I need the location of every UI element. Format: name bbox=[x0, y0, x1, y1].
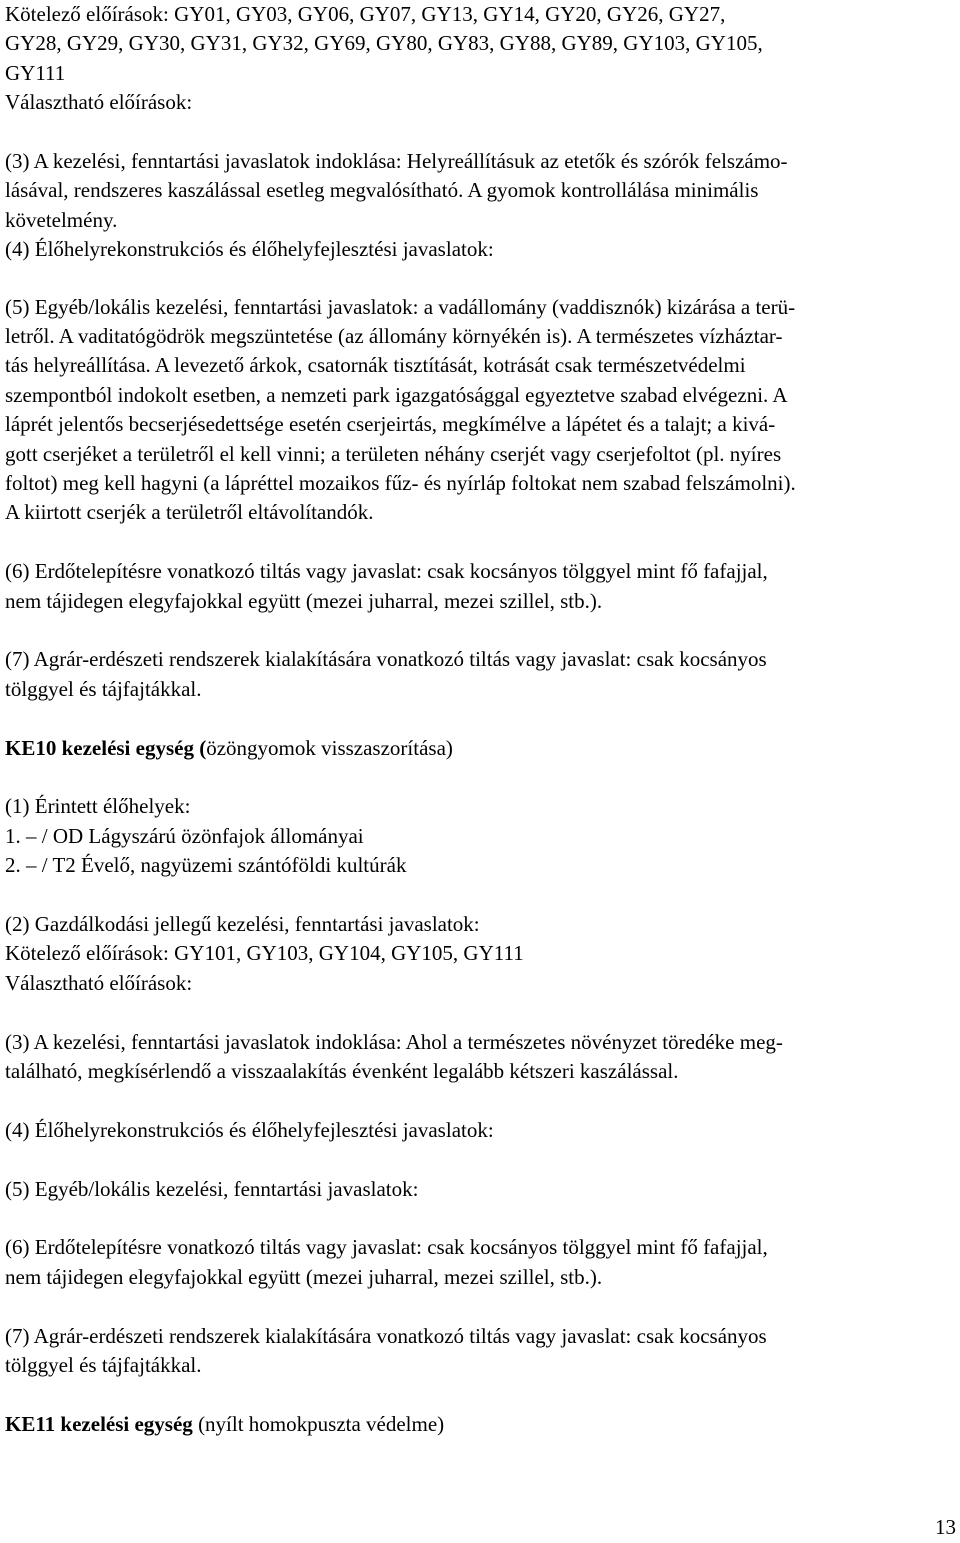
paragraph-gap bbox=[5, 528, 925, 557]
text-line: (3) A kezelési, fenntartási javaslatok indoklása: Helyreállításuk az etetők és szórók felszámo- bbox=[5, 149, 788, 174]
heading-bold: KE11 kezelési egység bbox=[5, 1411, 193, 1436]
text-line: tölggyel és tájfajtákkal. bbox=[5, 676, 202, 701]
paragraph bbox=[5, 0, 925, 118]
text-line: letről. A vaditatógödrök megszüntetése (az állomány környékén is). A természetes vízháztar- bbox=[5, 323, 783, 348]
text-line: (6) Erdőtelepítésre vonatkozó tiltás vagy javaslat: csak kocsányos tölggyel mint fő fafajjal, bbox=[5, 559, 768, 584]
text-line: Kötelező előírások: GY01, GY03, GY06, GY07, GY13, GY14, GY20, GY26, GY27, bbox=[5, 2, 726, 26]
paragraph bbox=[5, 1322, 925, 1381]
text-line: (5) Egyéb/lokális kezelési, fenntartási javaslatok: a vadállomány (vaddisznók) kizárása a terü- bbox=[5, 294, 796, 319]
text-line: (3) A kezelési, fenntartási javaslatok indoklása: Ahol a természetes növényzet töredéke meg- bbox=[5, 1029, 783, 1054]
text-line: 2. – / T2 Évelő, nagyüzemi szántóföldi kultúrák bbox=[5, 853, 407, 878]
paragraph-gap bbox=[5, 1292, 925, 1321]
text-line: láprét jelentős becserjésedettsége esetén cserjeirtás, megkímélve a lápétet és a talajt; a kivá- bbox=[5, 412, 776, 437]
text-line: Kötelező előírások: GY101, GY103, GY104, GY105, GY111 bbox=[5, 941, 524, 966]
text-line: 1. – / OD Lágyszárú özönfajok állományai bbox=[5, 823, 364, 848]
text-line: gott cserjéket a területről el kell vinni; a területen néhány cserjét vagy cserjefoltot (pl. nyíres bbox=[5, 441, 782, 466]
paragraph bbox=[5, 147, 925, 265]
text-line: lásával, rendszeres kaszálással esetleg megvalósítható. A gyomok kontrollálása minimális bbox=[5, 178, 759, 203]
paragraph-gap bbox=[5, 1380, 925, 1409]
text-line: (7) Agrár-erdészeti rendszerek kialakítására vonatkozó tiltás vagy javaslat: csak kocsányos bbox=[5, 1323, 767, 1348]
text-line: (4) Élőhelyrekonstrukciós és élőhelyfejlesztési javaslatok: bbox=[5, 1117, 494, 1142]
paragraph bbox=[5, 645, 925, 704]
text-line: (4) Élőhelyrekonstrukciós és élőhelyfejlesztési javaslatok: bbox=[5, 237, 494, 262]
text-line: A kiirtott cserjék a területről eltávolítandók. bbox=[5, 500, 374, 525]
paragraph bbox=[5, 293, 925, 528]
heading-normal: özöngyomok visszaszorítása) bbox=[206, 735, 453, 760]
paragraph bbox=[5, 557, 925, 616]
paragraph-gap bbox=[5, 998, 925, 1027]
text-line: Választható előírások: bbox=[5, 970, 193, 995]
paragraph bbox=[5, 910, 925, 998]
text-line: (1) Érintett élőhelyek: bbox=[5, 794, 191, 819]
section-heading bbox=[5, 734, 925, 763]
heading-line bbox=[5, 734, 925, 763]
paragraph bbox=[5, 1028, 925, 1087]
text-line: (6) Erdőtelepítésre vonatkozó tiltás vagy javaslat: csak kocsányos tölggyel mint fő fafajjal, bbox=[5, 1235, 768, 1260]
text-line: szempontból indokolt esetben, a nemzeti park igazgatósággal egyeztetve szabad elvégezni. A bbox=[5, 382, 788, 407]
document-body bbox=[5, 0, 925, 1439]
paragraph-gap bbox=[5, 763, 925, 792]
paragraph-gap bbox=[5, 1145, 925, 1174]
paragraph-gap bbox=[5, 704, 925, 733]
section-heading bbox=[5, 1410, 925, 1439]
paragraph-gap bbox=[5, 616, 925, 645]
text-line: (2) Gazdálkodási jellegű kezelési, fenntartási javaslatok: bbox=[5, 912, 480, 937]
text-line: nem tájidegen elegyfajokkal együtt (mezei juharral, mezei szillel, stb.). bbox=[5, 588, 603, 613]
paragraph bbox=[5, 1116, 925, 1145]
text-line: nem tájidegen elegyfajokkal együtt (mezei juharral, mezei szillel, stb.). bbox=[5, 1264, 603, 1289]
paragraph-gap bbox=[5, 118, 925, 147]
heading-line bbox=[5, 1410, 925, 1439]
text-line: (7) Agrár-erdészeti rendszerek kialakítására vonatkozó tiltás vagy javaslat: csak kocsányos bbox=[5, 647, 767, 672]
text-line: tölggyel és tájfajtákkal. bbox=[5, 1353, 202, 1378]
paragraph-gap bbox=[5, 1204, 925, 1233]
paragraph bbox=[5, 1233, 925, 1292]
text-line: GY111 bbox=[5, 60, 66, 85]
text-line: Választható előírások: bbox=[5, 90, 193, 115]
text-line: GY28, GY29, GY30, GY31, GY32, GY69, GY80, GY83, GY88, GY89, GY103, GY105, bbox=[5, 31, 763, 56]
text-line: követelmény. bbox=[5, 207, 118, 232]
text-line: tás helyreállítása. A levezető árkok, csatornák tisztítását, kotrását csak természetvédelmi bbox=[5, 353, 746, 378]
paragraph bbox=[5, 792, 925, 880]
page-number: 13 bbox=[935, 1515, 956, 1539]
text-line: (5) Egyéb/lokális kezelési, fenntartási javaslatok: bbox=[5, 1176, 419, 1201]
paragraph bbox=[5, 1175, 925, 1204]
heading-normal: (nyílt homokpuszta védelme) bbox=[192, 1411, 445, 1436]
heading-bold: KE10 kezelési egység ( bbox=[5, 735, 207, 760]
paragraph-gap bbox=[5, 265, 925, 293]
paragraph-gap bbox=[5, 881, 925, 910]
text-line: található, megkísérlendő a visszaalakítás évenként legalább kétszeri kaszálással. bbox=[5, 1059, 679, 1084]
text-line: foltot) meg kell hagyni (a lápréttel mozaikos fűz- és nyírláp foltokat nem szabad felszámolni). bbox=[5, 471, 796, 495]
paragraph-gap bbox=[5, 1086, 925, 1115]
